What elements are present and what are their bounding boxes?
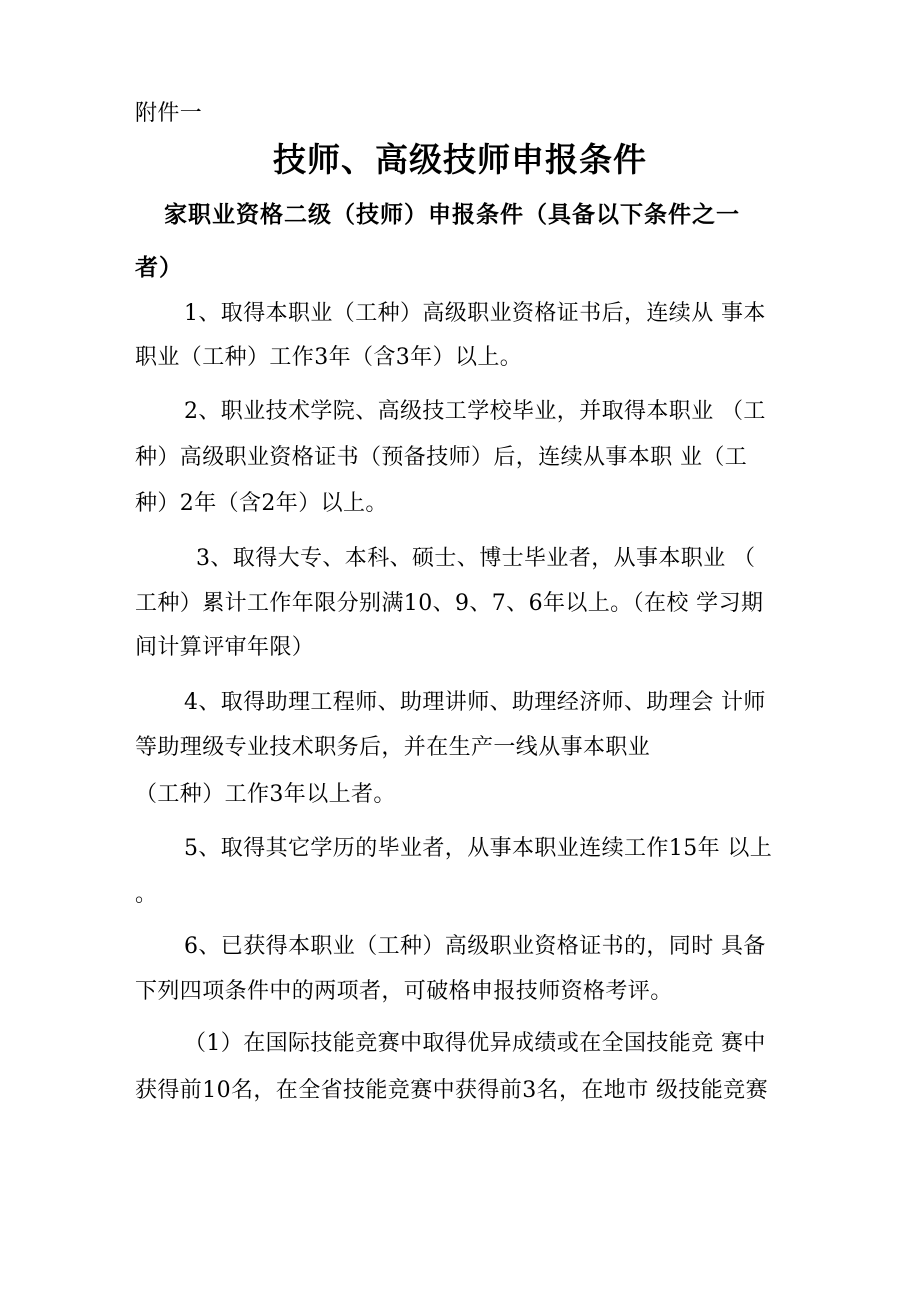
item-6-line-2: 下列四项条件中的两项者，可破格申报技师资格考评。 <box>135 979 673 1004</box>
subitem-1-line-1: （1）在国际技能竞赛中取得优异成绩或在全国技能竞 赛中 <box>184 1031 766 1056</box>
item-4-line-1: 4、取得助理工程师、助理讲师、助理经济师、助理会 计师 <box>184 690 766 715</box>
item-6-line-1: 6、已获得本职业（工种）高级职业资格证书的，同时 具备 <box>184 934 766 959</box>
item-1-line-2: 职业（工种）工作3年（含3年）以上。 <box>135 345 523 370</box>
item-2-line-1: 2、职业技术学院、高级技工学校毕业，并取得本职业 （工 <box>184 399 766 424</box>
item-3-line-2: 工种）累计工作年限分别满10、9、7、6年以上。（在校 学习期 <box>135 591 764 616</box>
subtitle-line-2: 者） <box>135 255 183 281</box>
item-3-line-1: 3、取得大专、本科、硕士、博士毕业者，从事本职业 （ <box>196 546 756 571</box>
document-title: 技师、高级技师申报条件 <box>273 140 647 179</box>
item-1-line-1: 1、取得本职业（工种）高级职业资格证书后，连续从 事本 <box>184 301 766 326</box>
item-4-line-3: （工种）工作3年以上者。 <box>135 782 396 807</box>
subitem-1-line-2: 获得前10名，在全省技能竞赛中获得前3名，在地市 级技能竞赛 <box>135 1078 768 1103</box>
item-4-line-2: 等助理级专业技术职务后，并在生产一线从事本职业 <box>135 735 651 760</box>
subtitle-line-1: 家职业资格二级（技师）申报条件（具备以下条件之一 <box>164 202 740 228</box>
item-5-line-2: 。 <box>135 882 158 907</box>
item-2-line-3: 种）2年（含2年）以上。 <box>135 491 388 516</box>
item-5-line-1: 5、取得其它学历的毕业者，从事本职业连续工作15年 以上 <box>184 836 773 861</box>
item-3-line-3: 间计算评审年限） <box>135 635 315 660</box>
item-2-line-2: 种）高级职业资格证书（预备技师）后，连续从事本职 业（工 <box>135 445 748 470</box>
attachment-label: 附件一 <box>135 101 203 126</box>
